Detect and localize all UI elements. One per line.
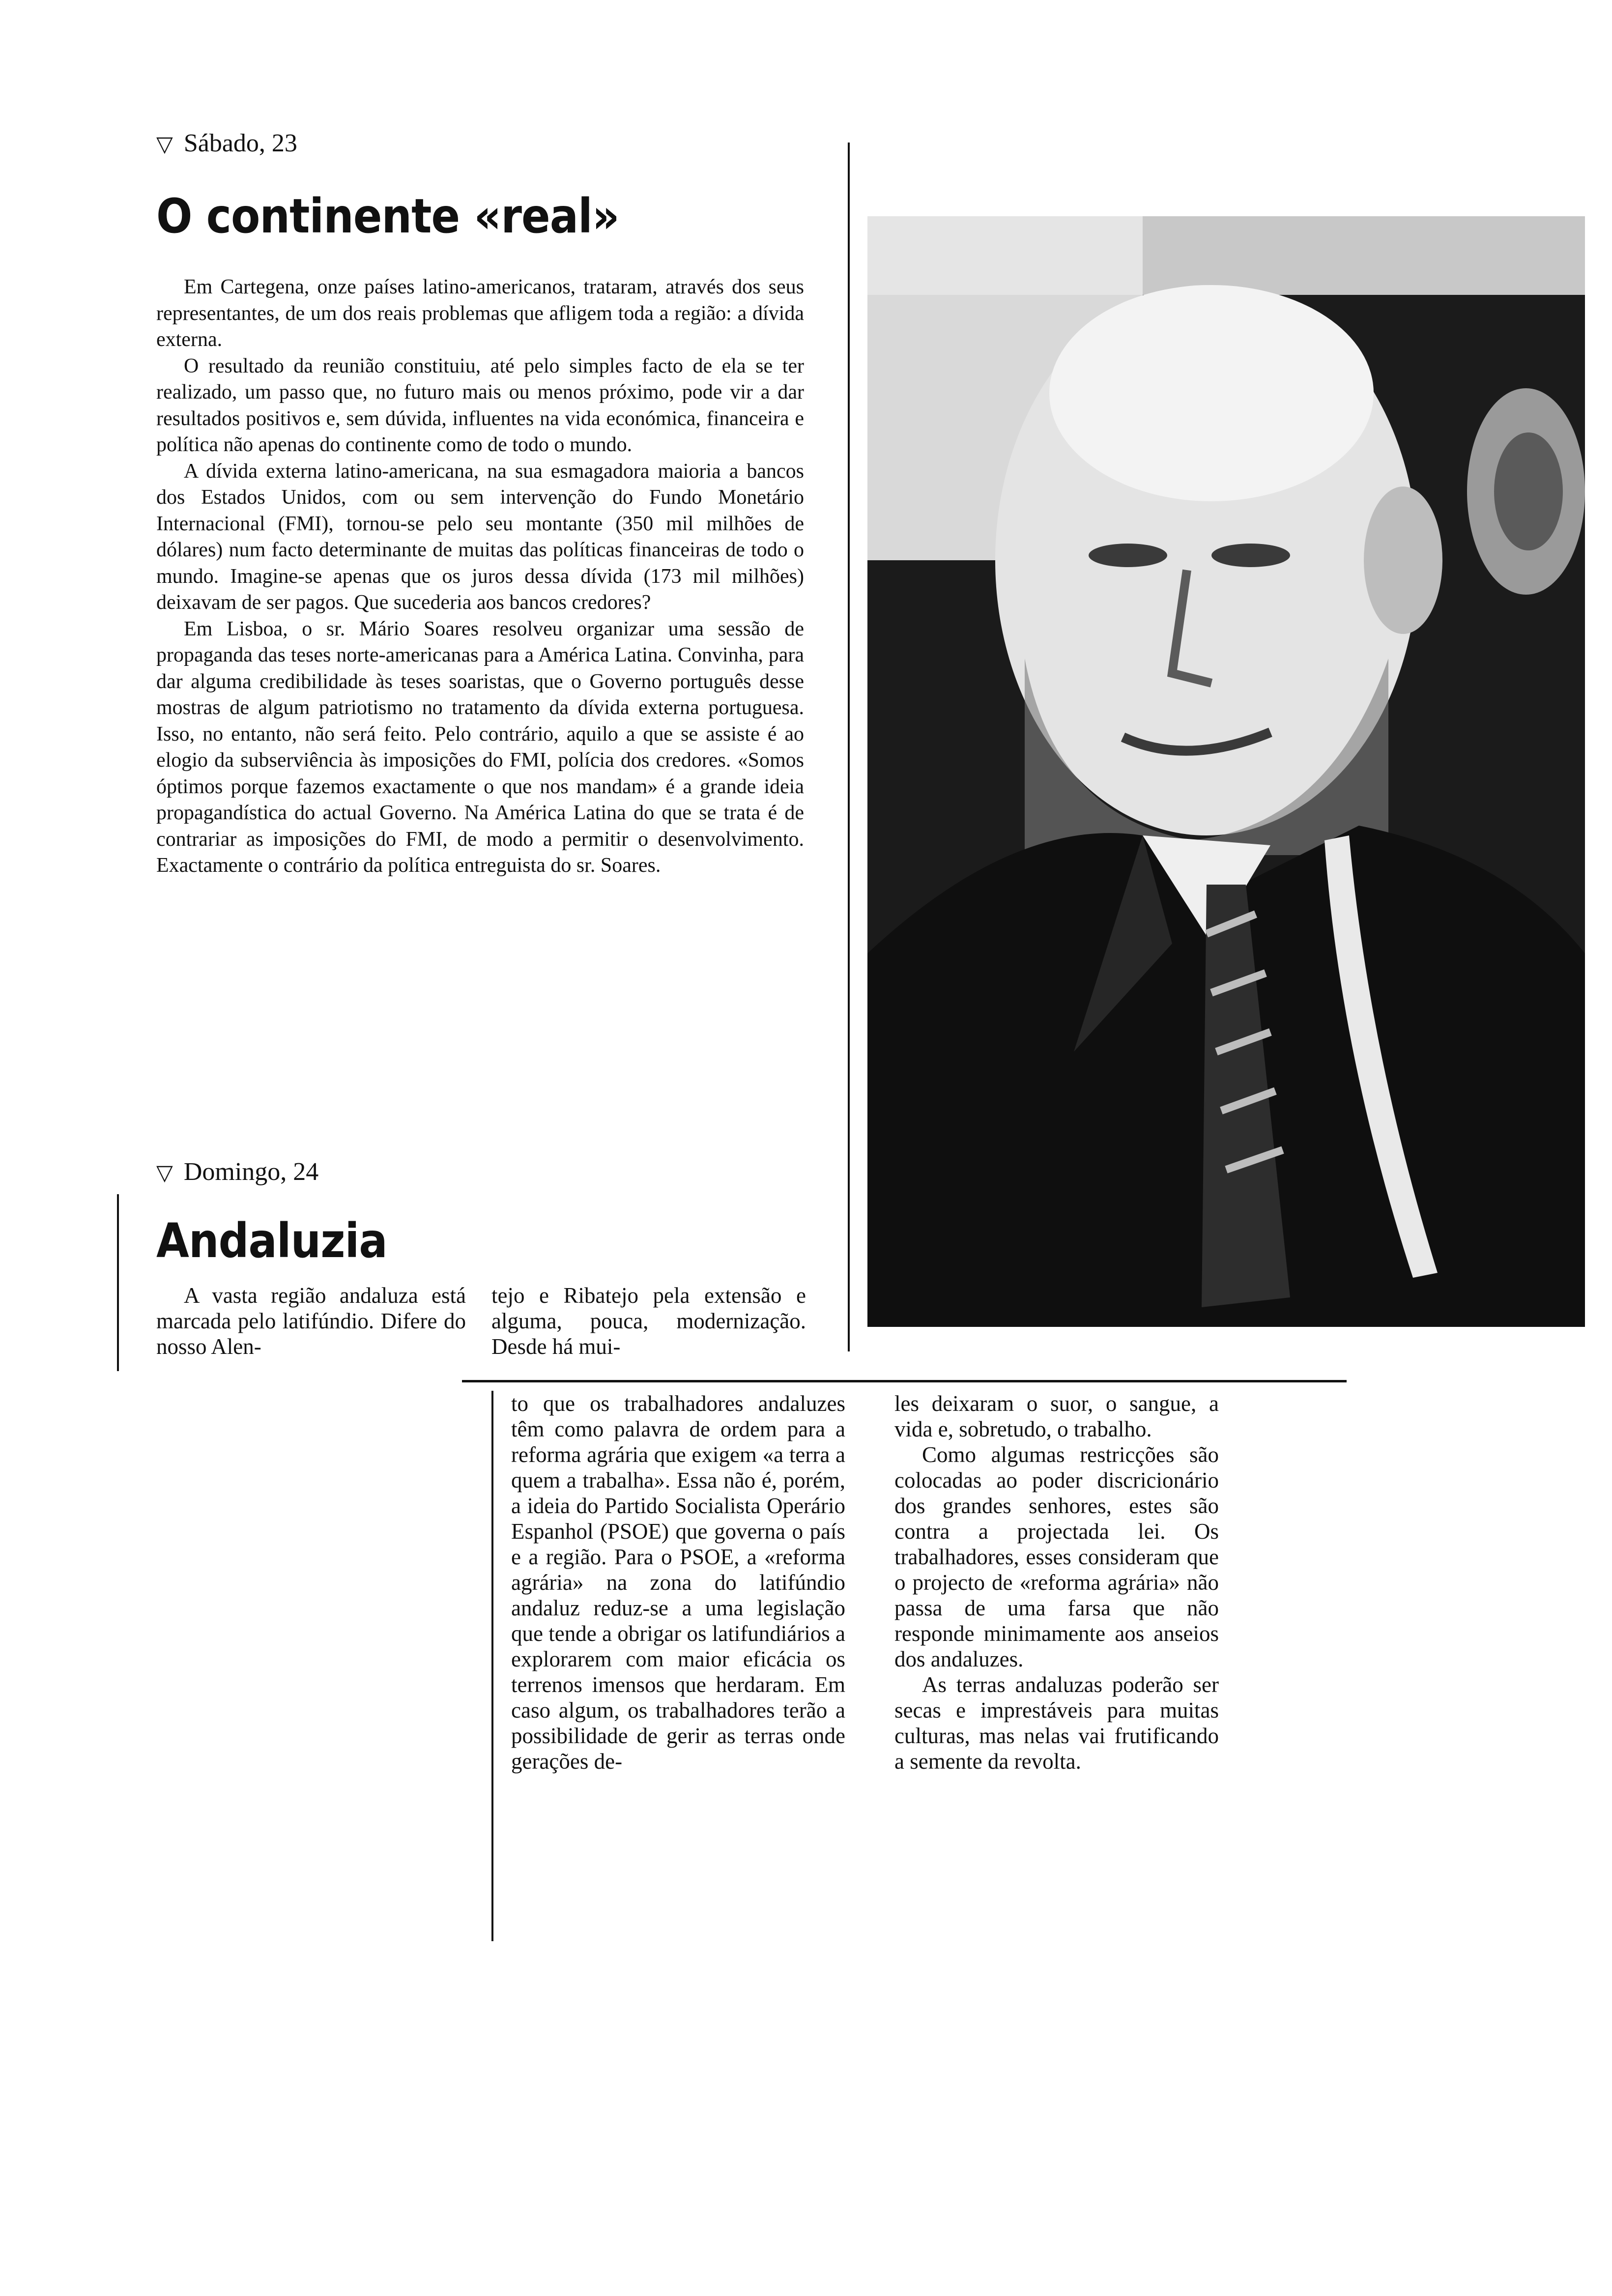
section-rule (462, 1380, 1347, 1382)
andaluzia-col-3 (511, 1391, 845, 1774)
triangle-down-icon: ▽ (156, 132, 173, 156)
paragraph: Em Lisboa, o sr. Mário Soares resolveu organizar uma sessão de propaganda das teses norte-americanas para a América Latina. Convinha, para dar alguma credibilidade às teses soaristas, que o Governo português desse mostras de algum patriotismo no tratamento da dívida externa portuguesa. Isso, no entanto, não será feito. Pelo contrário, aquilo a que se assiste é ao elogio da subserviência às imposições do FMI, polícia dos credores. «Somos óptimos porque fazemos exactamente o que nos mandam» é a grande ideia propagandística do actual Governo. Na América Latina do que se trata é de contrariar as imposições do FMI, de modo a permitir o desenvolvimento. Exactamente o contrário da política entreguista do sr. Soares. (156, 617, 804, 877)
paragraph: Em Cartegena, onze países latino-americanos, trataram, através dos seus representantes, de um dos reais problemas que afligem toda a região: a dívida externa. (156, 276, 804, 351)
triangle-down-icon: ▽ (156, 1161, 173, 1185)
date-line-sunday: ▽ Domingo, 24 (156, 1157, 318, 1188)
portrait-illustration (867, 216, 1585, 1327)
andaluzia-col-4 (894, 1391, 1219, 1774)
paragraph: A vasta região andaluza está marcada pelo latifúndio. Difere do nosso Alen- (156, 1283, 466, 1359)
column-rule (491, 1391, 493, 1941)
paragraph: to que os trabalhadores andaluzes têm como palavra de ordem para a reforma agrária que exigem «a terra a quem a trabalha». Essa não é, porém, a ideia do Partido Socialista Operário Espanhol (PSOE) que governa o país e a região. Para o PSOE, a «reforma agrária» na zona do latifúndio andaluz reduz-se a uma legislação que tende a obrigar os latifundiários a explorarem com maior eficácia os terrenos imensos que herdaram. Em caso algum, os trabalhadores terão a possibilidade de gerir as terras onde gerações de- (511, 1391, 845, 1774)
paragraph: Como algumas restricções são colocadas ao poder discricionário dos grandes senhores, estes são contra a projectada lei. Os trabalhadores, esses consideram que o projecto de «reforma agrária» não passa de uma farsa que não responde minimamente aos anseios dos andaluzes. (894, 1442, 1219, 1671)
paragraph: O resultado da reunião constituiu, até pelo simples facto de ela se ter realizado, um passo que, no futuro mais ou menos próximo, pode vir a dar resultados positivos e, sem dúvida, influentes na vida económica, financeira e política não apenas do continente como de todo o mundo. (156, 354, 804, 456)
side-rule (117, 1194, 119, 1371)
headline-andaluzia: Andaluzia (156, 1213, 387, 1268)
paragraph: A dívida externa latino-americana, na sua esmagadora maioria a bancos dos Estados Unidos, com ou sem intervenção do Fundo Monetário Internacional (FMI), tornou-se pelo seu montante (350 mil milhões de dólares) num facto determinante de muitas das políticas financeiras de todo o mundo. Imagine-se apenas que os juros dessa dívida (173 mil milhões) deixavam de ser pagos. Que sucederia aos bancos credores? (156, 459, 804, 614)
column-rule (848, 143, 850, 1351)
article-continente-body (156, 274, 804, 879)
date-line-saturday: ▽ Sábado, 23 (156, 129, 297, 159)
paragraph: tejo e Ribatejo pela extensão e alguma, pouca, modernização. Desde há mui- (491, 1283, 806, 1359)
paragraph: les deixaram o suor, o sangue, a vida e, sobretudo, o trabalho. (894, 1391, 1219, 1441)
andaluzia-col-1 (156, 1283, 466, 1359)
headline-continente: O continente «real» (156, 189, 619, 244)
portrait-photo (867, 216, 1585, 1327)
andaluzia-col-2 (491, 1283, 806, 1359)
paragraph: As terras andaluzas poderão ser secas e imprestáveis para muitas culturas, mas nelas vai frutificando a semente da revolta. (894, 1672, 1219, 1774)
